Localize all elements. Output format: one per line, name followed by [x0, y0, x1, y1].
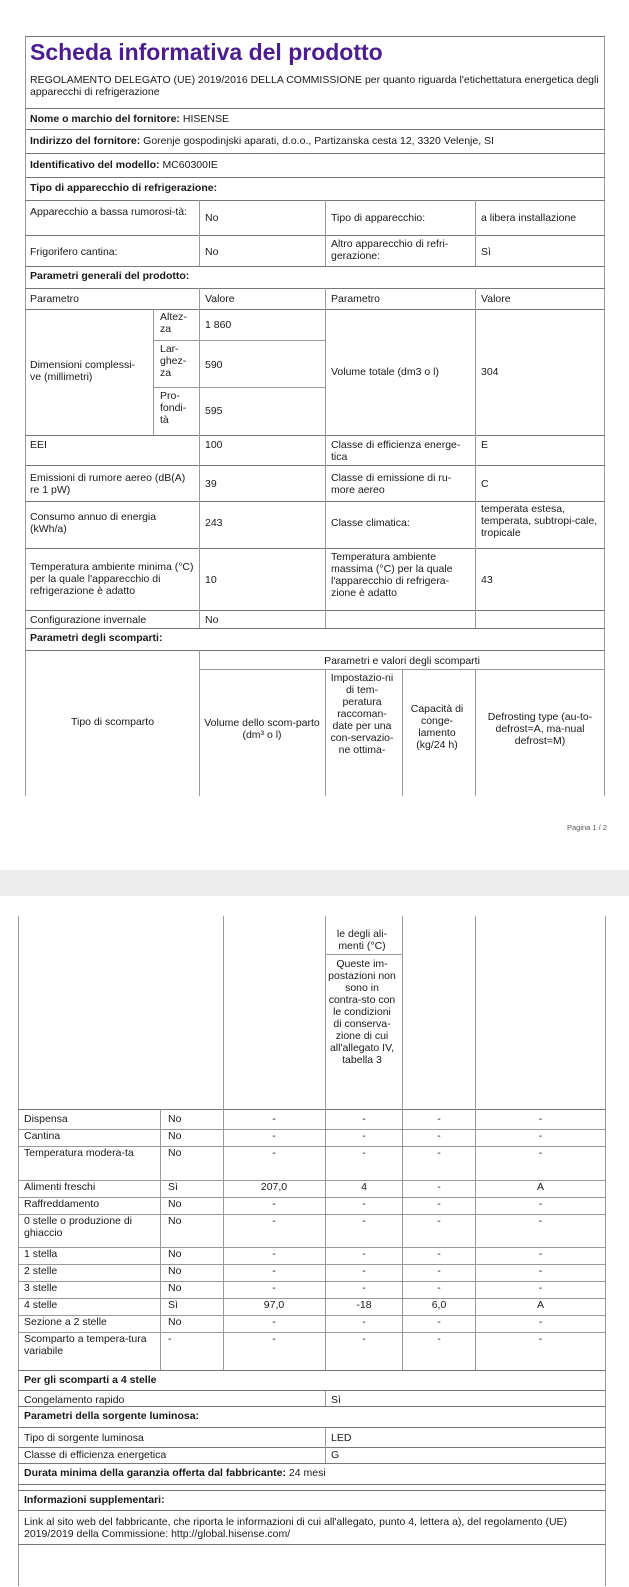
eei-label: EEI: [30, 439, 47, 451]
compartment-temperature: -18: [356, 1299, 372, 1311]
compartment-temperature: 4: [361, 1181, 367, 1193]
compartment-defrost: A: [536, 1299, 544, 1311]
noise-value: 39: [205, 478, 217, 490]
warranty-row: Durata minima della garanzia offerta dal fabbricante: 24 mesi: [24, 1467, 326, 1479]
compartment-capacity: 6,0: [431, 1299, 447, 1311]
compartment-capacity: -: [437, 1215, 441, 1227]
compartment-volume: -: [272, 1248, 276, 1260]
comp-volume-header: Volume dello scom-parto (dm³ o l): [204, 717, 320, 741]
compartment-volume: 97,0: [263, 1299, 285, 1311]
depth-label: Pro-fondi-tà: [160, 390, 187, 426]
compartment-volume: -: [272, 1198, 276, 1210]
energy-consumption-label: Consumo annuo di energia (kWh/a): [30, 511, 157, 535]
general-section-heading: Parametri generali del prodotto:: [30, 270, 190, 282]
compartment-name: 2 stelle: [24, 1265, 58, 1277]
appliance-type-value: a libera installazione: [481, 212, 577, 224]
page-2: [0, 896, 629, 1587]
noise-class-value: C: [481, 478, 489, 490]
height-value: 1 860: [205, 319, 232, 331]
compartment-name: Raffreddamento: [24, 1198, 100, 1210]
address-row: Indirizzo del fornitore: Gorenje gospodinjski aparati, d.o.o., Partizanska cesta 12, 3320 Velenje, SI: [30, 135, 494, 147]
noise-label: Emissioni di rumore aereo (dB(A) re 1 pW): [30, 472, 186, 496]
compartment-capacity: -: [437, 1333, 441, 1345]
compartment-temperature: -: [362, 1147, 366, 1159]
compartment-temperature: -: [362, 1248, 366, 1260]
compartment-defrost: -: [538, 1130, 543, 1142]
compartment-present: Sì: [168, 1299, 178, 1311]
appliance-type-label: Tipo di apparecchio:: [331, 212, 426, 224]
page-title: Scheda informativa del prodotto: [30, 39, 383, 65]
light-section-heading: Parametri della sorgente luminosa:: [24, 1410, 200, 1422]
compartment-volume: -: [272, 1215, 276, 1227]
compartment-present: No: [168, 1282, 182, 1294]
compartment-name: Dispensa: [24, 1113, 68, 1125]
compartment-name: Sezione a 2 stelle: [24, 1316, 107, 1328]
compartment-defrost: -: [538, 1215, 543, 1227]
climate-class-label: Classe climatica:: [331, 517, 410, 529]
compartment-temperature: -: [362, 1198, 366, 1210]
volume-label: Volume totale (dm3 o l): [331, 366, 439, 378]
compartment-name: Alimenti freschi: [24, 1181, 96, 1193]
gen-header-value: Valore: [205, 293, 235, 305]
max-temp-value: 43: [481, 574, 493, 586]
comp-temp-note: Queste im-postazioni non sono in contra-sto con le condizioni di conserva-zione di cui all'allegato IV, tabella 3: [328, 958, 396, 1066]
compartment-name: Temperatura modera-ta: [24, 1147, 134, 1159]
compartment-capacity: -: [437, 1248, 441, 1260]
compartment-present: No: [168, 1130, 182, 1142]
four-star-section-heading: Per gli scomparti a 4 stelle: [24, 1374, 157, 1386]
comp-group-header: Parametri e valori degli scomparti: [324, 655, 480, 667]
compartment-defrost: -: [538, 1198, 543, 1210]
gen-header-param-2: Parametro: [331, 293, 381, 305]
wine-cellar-value: No: [205, 246, 219, 258]
volume-value: 304: [481, 366, 499, 378]
compartment-temperature: -: [362, 1316, 366, 1328]
compartment-name: 1 stella: [24, 1248, 58, 1260]
compartment-present: No: [168, 1248, 182, 1260]
compartment-capacity: -: [437, 1113, 441, 1125]
light-class-value: G: [331, 1449, 340, 1461]
other-appliance-label: Altro apparecchio di refri-gerazione:: [331, 238, 449, 262]
wine-cellar-label: Frigorifero cantina:: [30, 246, 118, 258]
height-label: Altez-za: [160, 311, 187, 335]
compartment-temperature: -: [362, 1282, 366, 1294]
compartment-temperature: -: [362, 1333, 366, 1345]
eei-value: 100: [205, 439, 223, 451]
width-label: Lar-ghez-za: [160, 343, 187, 379]
compartment-capacity: -: [437, 1265, 441, 1277]
compartment-volume: -: [272, 1130, 276, 1142]
energy-class-value: E: [481, 439, 489, 451]
other-appliance-value: Sì: [481, 246, 491, 258]
compartment-name: 3 stelle: [24, 1282, 58, 1294]
compartment-present: No: [168, 1147, 182, 1159]
compartment-present: -: [168, 1333, 172, 1345]
winter-config-value: No: [205, 614, 219, 626]
compartment-present: No: [168, 1265, 182, 1277]
compartment-capacity: -: [437, 1130, 441, 1142]
compartment-defrost: -: [538, 1265, 543, 1277]
compartment-name: 0 stelle o produzione di ghiaccio: [24, 1215, 132, 1239]
min-temp-value: 10: [205, 574, 217, 586]
comp-capacity-header: Capacità di conge-lamento (kg/24 h): [410, 703, 464, 751]
model-row: Identificativo del modello: MC60300IE: [30, 159, 218, 171]
compartment-volume: -: [272, 1265, 276, 1277]
compartment-name: Scomparto a tempera-tura variabile: [24, 1333, 147, 1357]
max-temp-label: Temperatura ambiente massima (°C) per la quale l'apparecchio di refrigera-zione è adatto: [331, 551, 453, 599]
compartment-volume: -: [272, 1316, 276, 1328]
fast-freeze-value: Sì: [331, 1394, 341, 1406]
extra-text: Link al sito web del fabbricante, che riporta le informazioni di cui all'allegato, punto 4, lettera a), del regolamento (UE) 2019/2019 della Commissione: http://global.hisense.com/: [24, 1516, 568, 1540]
compartment-capacity: -: [437, 1181, 441, 1193]
winter-config-label: Configurazione invernale: [30, 614, 147, 626]
compartment-present: No: [168, 1316, 182, 1328]
comp-type-header: Tipo di scomparto: [70, 716, 155, 728]
light-type-label: Tipo di sorgente luminosa: [24, 1432, 144, 1444]
compartment-volume: -: [272, 1333, 276, 1345]
light-type-value: LED: [331, 1432, 352, 1444]
dimensions-label: Dimensioni complessi-ve (millimetri): [30, 359, 136, 383]
compartment-defrost: -: [538, 1316, 543, 1328]
compartment-present: No: [168, 1198, 182, 1210]
compartment-defrost: -: [538, 1113, 543, 1125]
compartment-capacity: -: [437, 1198, 441, 1210]
compartment-volume: -: [272, 1113, 276, 1125]
climate-class-value: temperata estesa, temperata, subtropi-cale, tropicale: [481, 503, 598, 539]
width-value: 590: [205, 359, 223, 371]
compartment-name: Cantina: [24, 1130, 61, 1142]
compartment-volume: -: [272, 1282, 276, 1294]
compartment-temperature: -: [362, 1130, 366, 1142]
energy-class-label: Classe di efficienza energe-tica: [331, 439, 461, 463]
compartment-section-heading: Parametri degli scomparti:: [30, 632, 163, 644]
compartment-present: No: [168, 1215, 182, 1227]
compartment-present: Sì: [168, 1181, 178, 1193]
comp-defrost-header: Defrosting type (au-to-defrost=A, ma-nual defrost=M): [487, 711, 593, 747]
min-temp-label: Temperatura ambiente minima (°C) per la quale l'apparecchio di refrigerazione è adatto: [30, 561, 194, 597]
compartment-volume: -: [272, 1147, 276, 1159]
compartment-defrost: A: [536, 1181, 544, 1193]
compartment-defrost: -: [538, 1333, 543, 1345]
regulation-text: REGOLAMENTO DELEGATO (UE) 2019/2016 DELLA COMMISSIONE per quanto riguarda l'etichettatura energetica degli apparecchi di refrigerazione: [30, 74, 599, 98]
compartment-temperature: -: [362, 1265, 366, 1277]
low-noise-value: No: [205, 212, 219, 224]
noise-class-label: Classe di emissione di ru-more aereo: [331, 472, 452, 496]
energy-consumption-value: 243: [205, 517, 223, 529]
extra-section-heading: Informazioni supplementari:: [24, 1494, 165, 1506]
supplier-row: Nome o marchio del fornitore: HISENSE: [30, 113, 229, 125]
compartment-temperature: -: [362, 1113, 366, 1125]
compartment-defrost: -: [538, 1282, 543, 1294]
compartment-capacity: -: [437, 1147, 441, 1159]
compartment-present: No: [168, 1113, 182, 1125]
compartment-temperature: -: [362, 1215, 366, 1227]
fast-freeze-label: Congelamento rapido: [24, 1394, 125, 1406]
light-class-label: Classe di efficienza energetica: [24, 1449, 167, 1461]
low-noise-label: Apparecchio a bassa rumorosi-tà:: [30, 206, 187, 218]
compartment-defrost: -: [538, 1248, 543, 1260]
type-section-heading: Tipo di apparecchio di refrigerazione:: [30, 182, 218, 194]
depth-value: 595: [205, 405, 223, 417]
comp-temp-header-part1: Impostazio-ni di tem-peratura raccoman-date per una con-servazio-ne ottima-: [330, 672, 394, 756]
compartment-capacity: -: [437, 1282, 441, 1294]
gen-header-param: Parametro: [30, 293, 80, 305]
compartment-volume: 207,0: [260, 1181, 288, 1193]
compartment-capacity: -: [437, 1316, 441, 1328]
comp-temp-header-part2: le degli ali-menti (°C): [336, 928, 388, 952]
gen-header-value-2: Valore: [481, 293, 511, 305]
compartment-name: 4 stelle: [24, 1299, 58, 1311]
compartment-defrost: -: [538, 1147, 543, 1159]
page-number: Pagina 1 / 2: [566, 823, 607, 832]
